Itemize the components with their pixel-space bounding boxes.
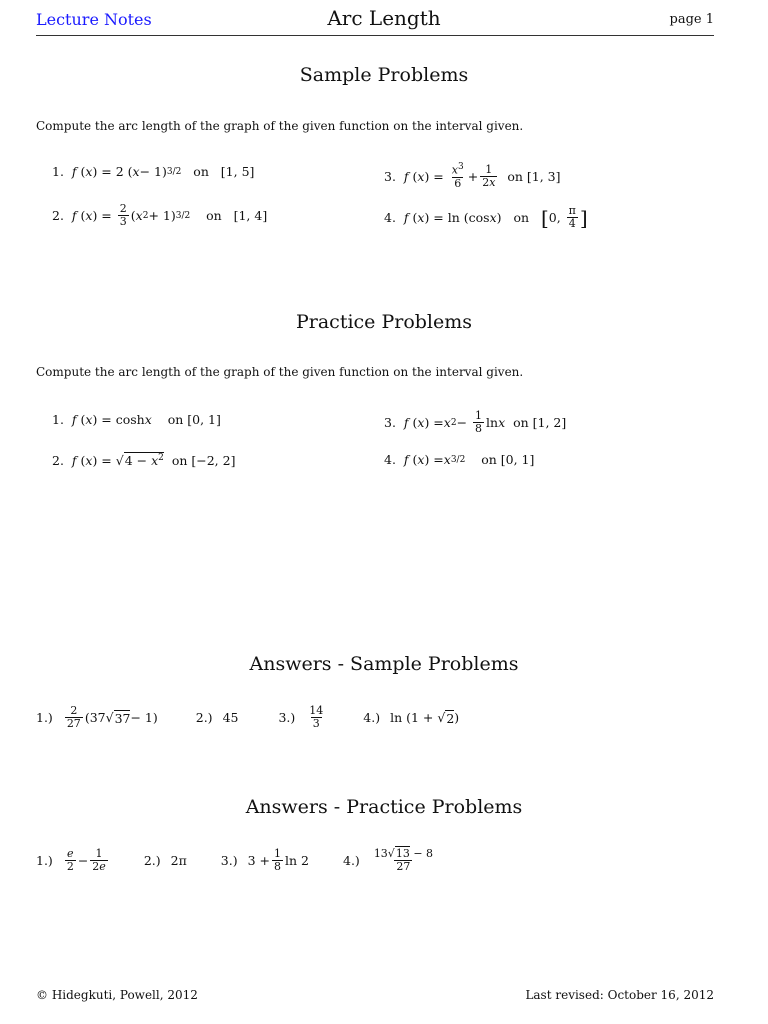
sample-problem-2: 2. f ( x ) = $\frac{2}{3}$ ( x 2 + 1) 3/2 on [1, 4] — [52, 202, 268, 229]
sample-problem-1: 1. f ( x ) = 2 ( x − 1) 3/2 on [1, 5] — [52, 164, 255, 179]
answer-value: 45 — [222, 710, 239, 726]
copyright: © Hidegkuti, Powell, 2012 — [36, 988, 198, 1002]
answers-sample-title: Answers - Sample Problems — [249, 653, 519, 675]
page-title: Arc Length — [327, 6, 441, 30]
answers-practice-row: 1.) $\frac{e}{2}$ − $\frac{1}{2e}$ 2.) 2π 3.) 3 + $\frac{1}{8}$ ln 2 4.) $\frac{13√13 - 8}{27}$ — [36, 847, 434, 874]
sample-problem-4: 4. f ( x ) = ln (cos x ) on [ 0, $\frac{\pi}{4}$ ] — [384, 204, 588, 231]
header-rule — [36, 35, 714, 36]
answer-label: 3.) — [220, 853, 238, 869]
practice-problems-title: Practice Problems — [295, 311, 473, 333]
answer-label: 4.) — [363, 710, 381, 726]
practice-instructions: Compute the arc length of the graph of the given function on the interval given. — [36, 365, 524, 379]
practice-problem-4: 4. f ( x ) = x 3/2 on [0, 1] — [384, 452, 535, 467]
sample-problem-3: 3. f ( x ) = $\frac{x^3}{6}$ + $\frac{1}{2x}$ on [1, 3] — [384, 162, 561, 190]
last-revised: Last revised: October 16, 2012 — [525, 988, 714, 1002]
answers-practice-title: Answers - Practice Problems — [245, 796, 523, 818]
answer-label: 2.) — [143, 853, 161, 869]
answer-value: 2π — [170, 853, 187, 869]
practice-problem-2: 2. f ( x ) = √ $4 - x^2$ on [−2, 2] — [52, 452, 236, 469]
answer-label: 1.) — [36, 710, 53, 726]
practice-problem-3: 3. f ( x ) = x 2 − $\frac{1}{8}$ ln x on [1, 2] — [384, 409, 567, 436]
header-course: Lecture Notes — [36, 10, 152, 29]
answer-label: 3.) — [278, 710, 296, 726]
answer-label: 1.) — [36, 853, 53, 869]
page-number: page 1 — [669, 12, 714, 27]
answers-sample-row: 1.) $\frac{2}{27}$ (37√ 37 − 1) 2.) 45 3.) $\frac{14}{3}$ 4.) ln (1 + √ 2 ) — [36, 704, 460, 731]
answer-label: 2.) — [195, 710, 213, 726]
sample-problems-title: Sample Problems — [299, 64, 469, 86]
sample-instructions: Compute the arc length of the graph of the given function on the interval given. — [36, 119, 524, 133]
answer-label: 4.) — [343, 853, 360, 869]
practice-problem-1: 1. f ( x ) = cosh x on [0, 1] — [52, 412, 221, 427]
